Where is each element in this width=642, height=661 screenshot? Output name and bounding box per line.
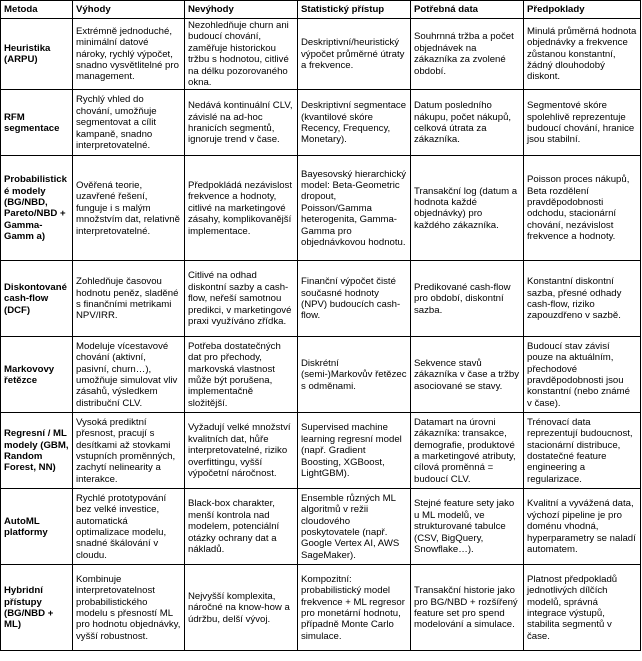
assumptions-cell: Konstantní diskontní sazba, přesné odhady cash-flow, riziko zapouzdřeno v sazbě.	[524, 261, 641, 337]
assumptions-cell: Budoucí stav závisí pouze na aktuálním, přechodové pravděpodobnosti jsou konstantní (nebo známé v čase).	[524, 337, 641, 413]
disadvantages-cell: Potřeba dostatečných dat pro přechody, markovská vlastnost může být porušena, implementačně složitější.	[185, 337, 298, 413]
advantages-cell: Ověřená teorie, uzavřené řešení, funguje i s malým množstvím dat, relativně interpretovatelné.	[73, 156, 185, 261]
method-cell: Diskontované cash-flow (DCF)	[1, 261, 73, 337]
assumptions-cell: Minulá průměrná hodnota objednávky a frekvence zůstanou konstantní, žádný dlouhodobý diskont.	[524, 19, 641, 90]
table-row	[1, 19, 641, 90]
required-data-cell: Datamart na úrovni zákazníka: transakce, demografie, produktové a marketingové atributy, cílová proměnná = budoucí CLV.	[411, 413, 524, 489]
statistical-approach-cell: Kompozitní: probabilistický model frekvence + ML regresor pro monetární hodnotu, případně Monte Carlo simulace.	[298, 565, 411, 651]
statistical-approach-cell: Ensemble různých ML algoritmů v režii cloudového poskytovatele (např. Google Vertex AI, AWS SageMaker).	[298, 489, 411, 565]
statistical-approach-cell: Finanční výpočet čisté současné hodnoty (NPV) budoucích cash-flow.	[298, 261, 411, 337]
statistical-approach-cell: Supervised machine learning regresní model (např. Gradient Boosting, XGBoost, LightGBM).	[298, 413, 411, 489]
table-row	[1, 337, 641, 413]
statistical-approach-cell: Deskriptivní segmentace (kvantilové skóre Recency, Frequency, Monetary).	[298, 90, 411, 156]
disadvantages-cell: Citlivé na odhad diskontní sazby a cash-flow, neřeší samotnou predikci, v marketingové praxi využíváno zřídka.	[185, 261, 298, 337]
table-row	[1, 413, 641, 489]
disadvantages-cell: Nedává kontinuální CLV, závislé na ad-hoc hranicích segmentů, ignoruje trend v čase.	[185, 90, 298, 156]
statistical-approach-cell: Deskriptivní/heuristický výpočet průměrné útraty a frekvence.	[298, 19, 411, 90]
required-data-cell: Souhrnná tržba a počet objednávek na zákazníka za zvolené období.	[411, 19, 524, 90]
required-data-cell: Transakční historie jako pro BG/NBD + rozšířený feature set pro spend modelování a simulace.	[411, 565, 524, 651]
advantages-cell: Kombinuje interpretovatelnost probabilistického modelu s přesností ML pro hodnotu objednávky, vyšší robustnost.	[73, 565, 185, 651]
disadvantages-cell: Nejvyšší komplexita, náročné na know-how a údržbu, delší vývoj.	[185, 565, 298, 651]
advantages-cell: Vysoká prediktní přesnost, pracují s desítkami až stovkami vstupních proměnných, zachytí nelinearity a interakce.	[73, 413, 185, 489]
assumptions-cell: Trénovací data reprezentují budoucnost, stacionární distribuce, dostatečné feature engineering a regularizace.	[524, 413, 641, 489]
advantages-cell: Extrémně jednoduché, minimální datové nároky, rychlý výpočet, snadno vysvětlitelné pro management.	[73, 19, 185, 90]
advantages-cell: Modeluje vícestavové chování (aktivní, pasivní, churn…), umožňuje simulovat vliv zásahů, výsledkem distribuční CLV.	[73, 337, 185, 413]
method-cell: Probabilistické modely (BG/NBD, Pareto/NBD + Gamma-Gamm a)	[1, 156, 73, 261]
required-data-cell: Stejné feature sety jako u ML modelů, ve strukturované tabulce (CSV, BigQuery, Snowflake…).	[411, 489, 524, 565]
required-data-cell: Sekvence stavů zákazníka v čase a tržby asociované se stavy.	[411, 337, 524, 413]
method-cell: Regresní / ML modely (GBM, Random Forest, NN)	[1, 413, 73, 489]
advantages-cell: Rychlé prototypování bez velké investice, automatická optimalizace modelu, snadné škálování v cloudu.	[73, 489, 185, 565]
method-cell: Markovovy řetězce	[1, 337, 73, 413]
statistical-approach-cell: Diskrétní (semi-)Markovův řetězec s odměnami.	[298, 337, 411, 413]
required-data-cell: Predikované cash-flow pro období, diskontní sazba.	[411, 261, 524, 337]
header-method: Metoda	[1, 1, 73, 19]
table-row	[1, 565, 641, 651]
method-cell: RFM segmentace	[1, 90, 73, 156]
method-cell: Hybridní přístupy (BG/NBD + ML)	[1, 565, 73, 651]
method-cell: AutoML platformy	[1, 489, 73, 565]
method-cell: Heuristika (ARPU)	[1, 19, 73, 90]
statistical-approach-cell: Bayesovský hierarchický model: Beta-Geometric dropout, Poisson/Gamma heterogenita, Gamma-Gamma pro objednávkovou hodnotu.	[298, 156, 411, 261]
advantages-cell: Zohledňuje časovou hodnotu peněz, sladěné s finančními metrikami NPV/IRR.	[73, 261, 185, 337]
header-row	[1, 1, 641, 19]
table-row	[1, 489, 641, 565]
disadvantages-cell: Vyžadují velké množství kvalitních dat, hůře interpretovatelné, riziko overfittingu, vyšší výpočetní náročnost.	[185, 413, 298, 489]
header-disadvantages: Nevýhody	[185, 1, 298, 19]
disadvantages-cell: Předpokládá nezávislost frekvence a hodnoty, citlivé na marketingové zásahy, komplikovanější implementace.	[185, 156, 298, 261]
header-statistical-approach: Statistický přístup	[298, 1, 411, 19]
header-required-data: Potřebná data	[411, 1, 524, 19]
header-assumptions: Předpoklady	[524, 1, 641, 19]
table-row	[1, 90, 641, 156]
disadvantages-cell: Nezohledňuje churn ani budoucí chování, zaměřuje historickou tržbu s hodnotou, citlivé na délku pozorovaného okna.	[185, 19, 298, 90]
assumptions-cell: Segmentové skóre spolehlivě reprezentuje budoucí chování, hranice jsou stabilní.	[524, 90, 641, 156]
header-advantages: Výhody	[73, 1, 185, 19]
assumptions-cell: Platnost předpokladů jednotlivých dílčích modelů, správná integrace výstupů, stabilita segmentů v čase.	[524, 565, 641, 651]
assumptions-cell: Kvalitní a vyvážená data, výchozí pipeline je pro doménu vhodná, hyperparametry se naladí automatem.	[524, 489, 641, 565]
required-data-cell: Datum posledního nákupu, počet nákupů, celková útrata za zákazníka.	[411, 90, 524, 156]
required-data-cell: Transakční log (datum a hodnota každé objednávky) pro každého zákazníka.	[411, 156, 524, 261]
assumptions-cell: Poisson proces nákupů, Beta rozdělení pravděpodobnosti odchodu, stacionární chování, nezávislost frekvence a hodnoty.	[524, 156, 641, 261]
disadvantages-cell: Black-box charakter, menší kontrola nad modelem, potenciální otázky ochrany dat a nákladů.	[185, 489, 298, 565]
table-row	[1, 156, 641, 261]
advantages-cell: Rychlý vhled do chování, umožňuje segmentovat a cílit kampaně, snadno interpretovatelné.	[73, 90, 185, 156]
table-row	[1, 261, 641, 337]
